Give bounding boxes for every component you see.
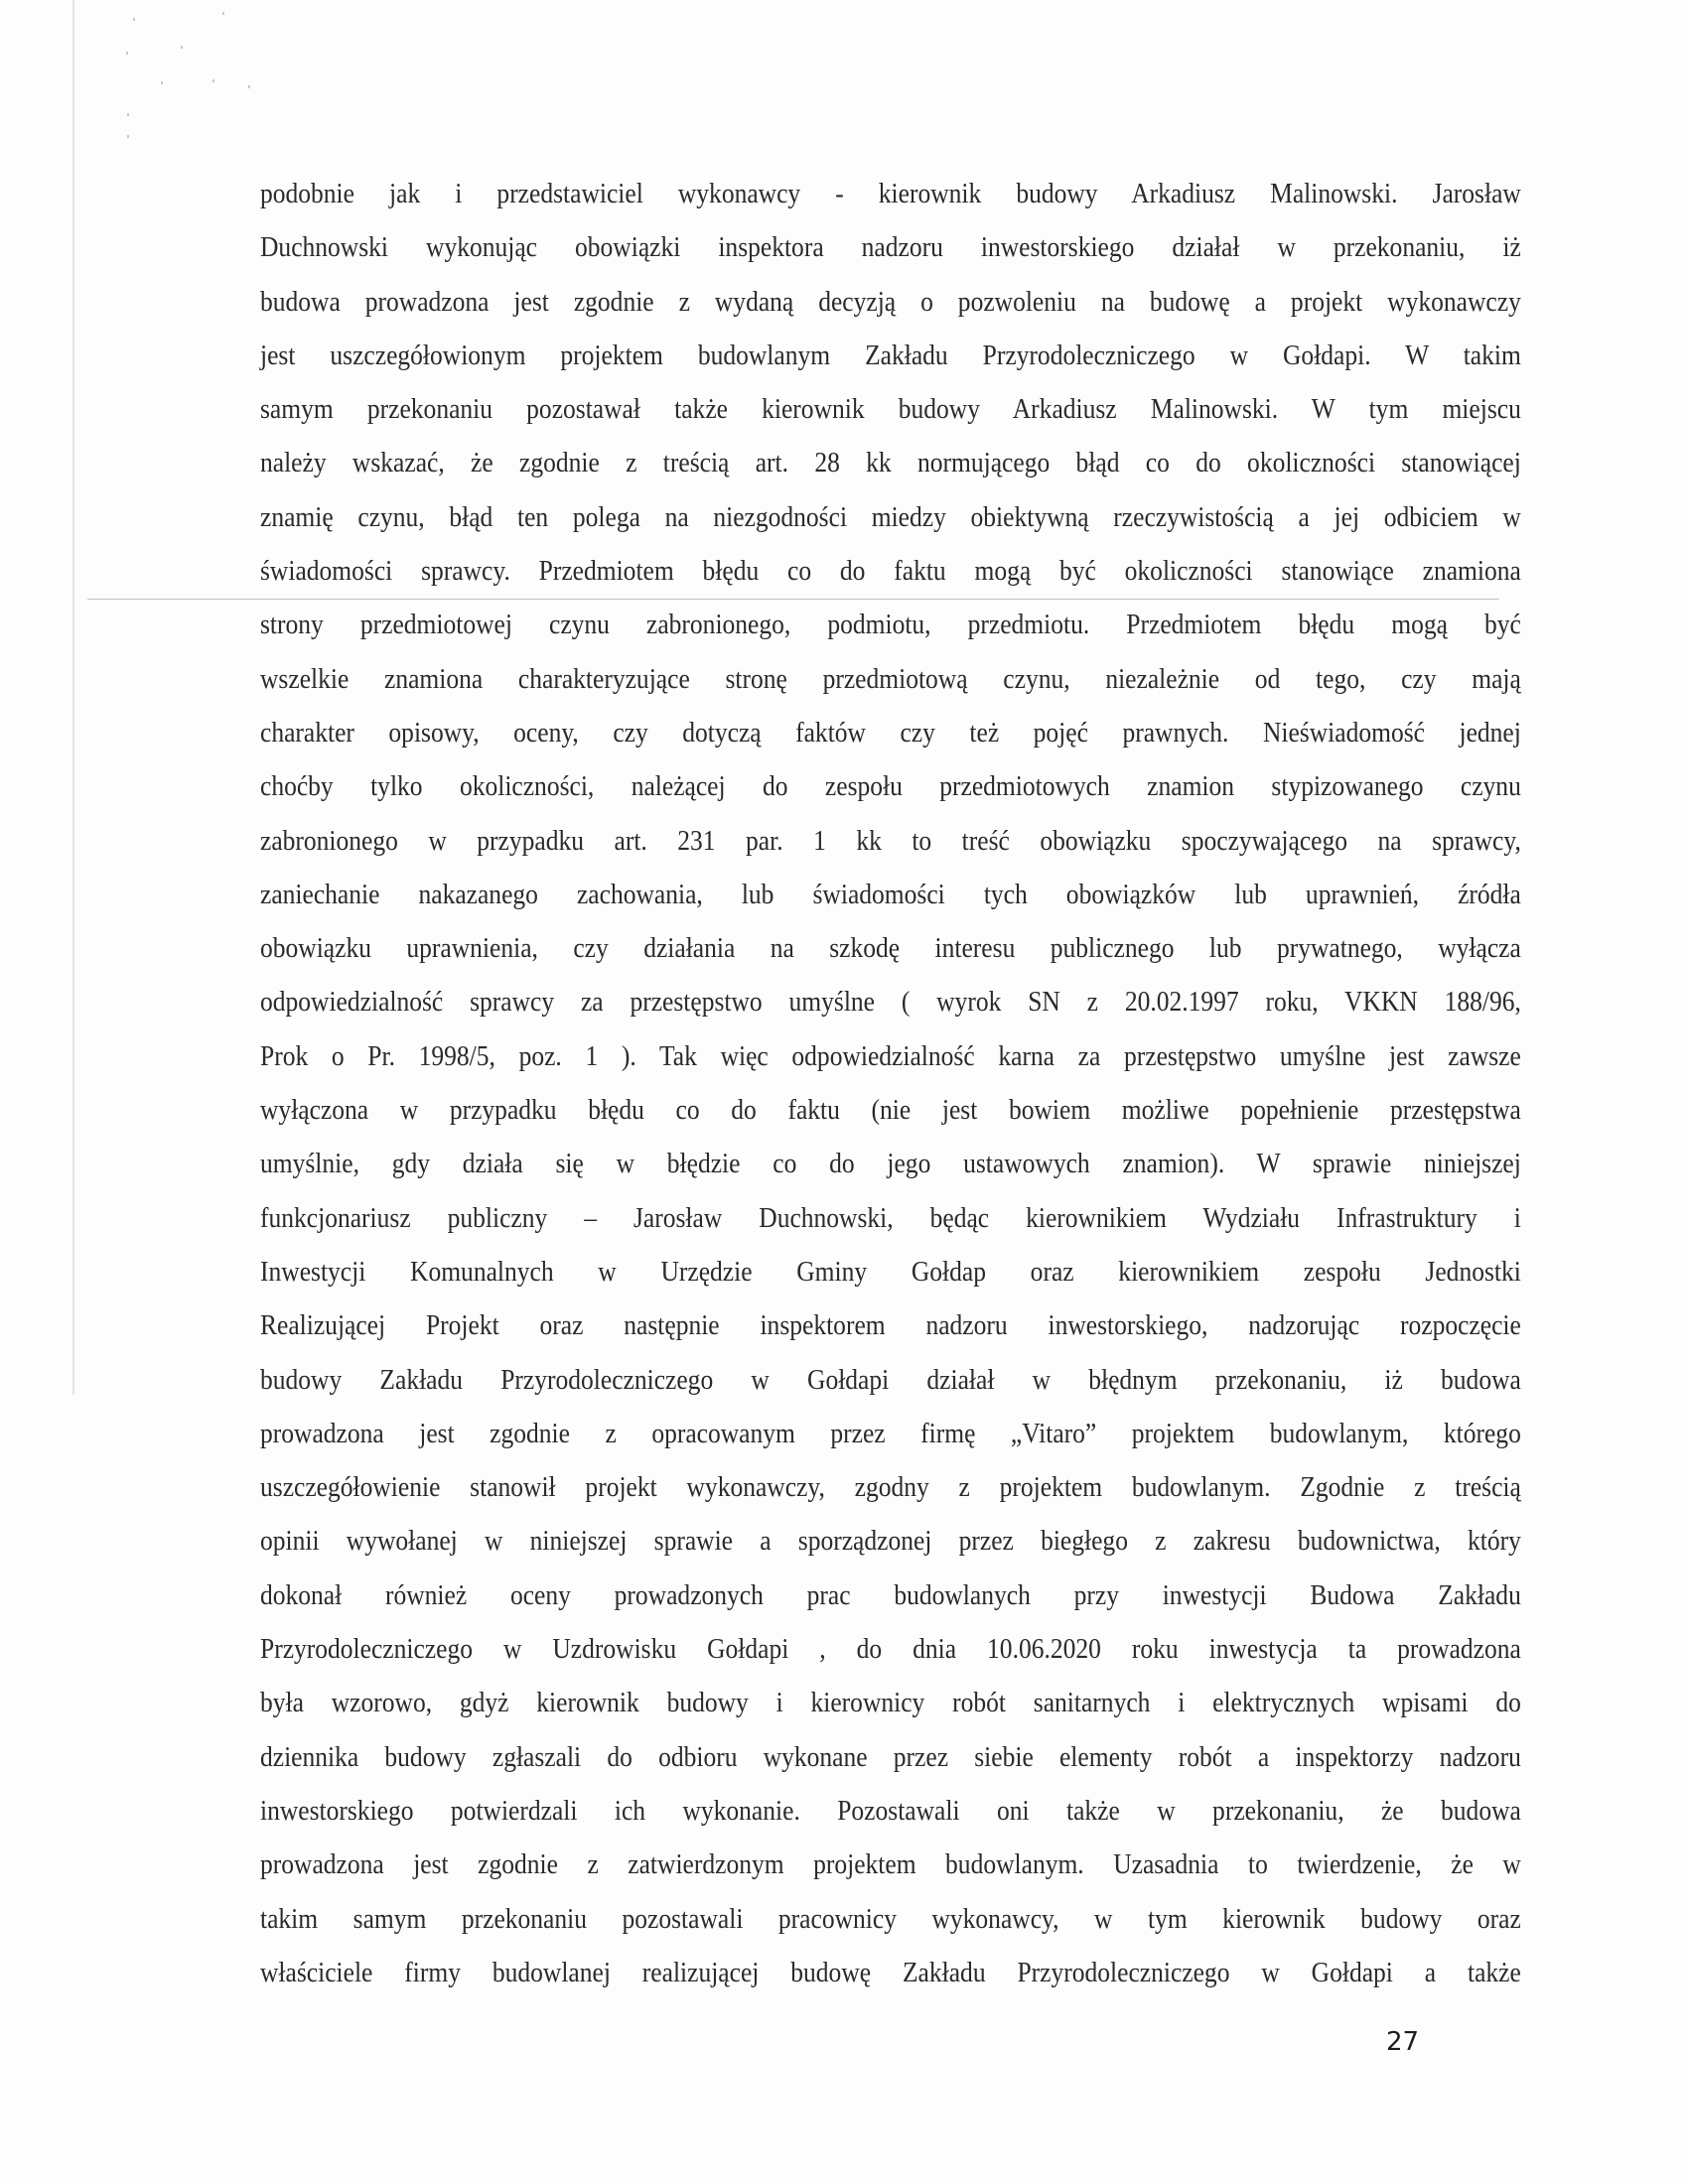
- document-body: [260, 167, 1521, 1999]
- speck: [212, 79, 214, 82]
- text-line: była wzorowo, gdyż kierownik budowy i kierownicy robót sanitarnych i elektrycznych wpisami do: [260, 1687, 1521, 1719]
- text-line: Inwestycji Komunalnych w Urzędzie Gminy Gołdap oraz kierownikiem zespołu Jednostki: [260, 1255, 1521, 1288]
- text-line: inwestorskiego potwierdzali ich wykonanie. Pozostawali oni także w przekonaniu, że budowa: [260, 1794, 1521, 1827]
- text-line: świadomości sprawcy. Przedmiotem błędu co do faktu mogą być okoliczności stanowiące znamiona: [260, 555, 1521, 588]
- text-line: budowy Zakładu Przyrodoleczniczego w Gołdapi działał w błędnym przekonaniu, iż budowa: [260, 1363, 1521, 1396]
- text-line: umyślnie, gdy działa się w błędzie co do jego ustawowych znamion). W sprawie niniejszej: [260, 1148, 1521, 1180]
- text-line: zabronionego w przypadku art. 231 par. 1 kk to treść obowiązku spoczywającego na sprawcy,: [260, 824, 1521, 857]
- text-line: prowadzona jest zgodnie z zatwierdzonym projektem budowlanym. Uzasadnia to twierdzenie, że w: [260, 1848, 1521, 1881]
- text-line: właściciele firmy budowlanej realizującej budowę Zakładu Przyrodoleczniczego w Gołdapi a także: [260, 1956, 1521, 1988]
- scan-specks: [129, 10, 288, 139]
- scan-edge-line: [72, 0, 74, 1395]
- text-line: odpowiedzialność sprawcy za przestępstwo umyślne ( wyrok SN z 20.02.1997 roku, VKKN 188/96,: [260, 986, 1521, 1019]
- text-line: prowadzona jest zgodnie z opracowanym przez firmę „Vitaro” projektem budowlanym, którego: [260, 1417, 1521, 1449]
- text-line: opinii wywołanej w niniejszej sprawie a sporządzonej przez biegłego z zakresu budownictwa, który: [260, 1525, 1521, 1558]
- page-number: 27: [1386, 2027, 1420, 2057]
- text-line: dziennika budowy zgłaszali do odbioru wykonane przez siebie elementy robót a inspektorzy nadzoru: [260, 1740, 1521, 1773]
- text-line: obowiązku uprawnienia, czy działania na szkodę interesu publicznego lub prywatnego, wyłącza: [260, 932, 1521, 965]
- text-line: wyłączona w przypadku błędu co do faktu (nie jest bowiem możliwe popełnienie przestępstwa: [260, 1094, 1521, 1127]
- text-line: zaniechanie nakazanego zachowania, lub świadomości tych obowiązków lub uprawnień, źródła: [260, 878, 1521, 910]
- text-line: jest uszczegółowionym projektem budowlanym Zakładu Przyrodoleczniczego w Gołdapi. W takim: [260, 339, 1521, 371]
- speck: [127, 113, 129, 116]
- text-line: samym przekonaniu pozostawał także kierownik budowy Arkadiusz Malinowski. W tym miejscu: [260, 393, 1521, 426]
- text-line: Przyrodoleczniczego w Uzdrowisku Gołdapi , do dnia 10.06.2020 roku inwestycja ta prowadzona: [260, 1633, 1521, 1666]
- speck: [248, 85, 250, 88]
- speck: [161, 81, 163, 84]
- text-line: Realizującej Projekt oraz następnie inspektorem nadzoru inwestorskiego, nadzorując rozpoczęcie: [260, 1309, 1521, 1342]
- text-line: budowa prowadzona jest zgodnie z wydaną decyzją o pozwoleniu na budowę a projekt wykonawczy: [260, 285, 1521, 318]
- speck: [127, 135, 129, 138]
- text-line: wszelkie znamiona charakteryzujące stronę przedmiotową czynu, niezależnie od tego, czy mają: [260, 662, 1521, 695]
- speck: [181, 46, 183, 49]
- text-line: podobnie jak i przedstawiciel wykonawcy - kierownik budowy Arkadiusz Malinowski. Jarosław: [260, 178, 1521, 209]
- text-line: należy wskazać, że zgodnie z treścią art. 28 kk normującego błąd co do okoliczności stanowiącej: [260, 447, 1521, 479]
- speck: [126, 52, 128, 55]
- speck: [133, 18, 135, 21]
- text-line: choćby tylko okoliczności, należącej do zespołu przedmiotowych znamion stypizowanego czynu: [260, 770, 1521, 803]
- text-line: dokonał również oceny prowadzonych prac budowlanych przy inwestycji Budowa Zakładu: [260, 1578, 1521, 1611]
- text-line: takim samym przekonaniu pozostawali pracownicy wykonawcy, w tym kierownik budowy oraz: [260, 1902, 1521, 1935]
- text-line: znamię czynu, błąd ten polega na niezgodności miedzy obiektywną rzeczywistością a jej odbiciem w: [260, 500, 1521, 533]
- speck: [222, 12, 224, 15]
- text-line: Duchnowski wykonując obowiązki inspektora nadzoru inwestorskiego działał w przekonaniu, iż: [260, 231, 1521, 264]
- text-line: charakter opisowy, oceny, czy dotyczą faktów czy też pojęć prawnych. Nieświadomość jednej: [260, 716, 1521, 749]
- text-line: uszczegółowienie stanowił projekt wykonawczy, zgodny z projektem budowlanym. Zgodnie z treścią: [260, 1471, 1521, 1504]
- text-line: Prok o Pr. 1998/5, poz. 1 ). Tak więc odpowiedzialność karna za przestępstwo umyślne jest zawsze: [260, 1039, 1521, 1072]
- text-line: funkcjonariusz publiczny – Jarosław Duchnowski, będąc kierownikiem Wydziału Infrastruktury i: [260, 1201, 1521, 1234]
- text-line: strony przedmiotowej czynu zabronionego, podmiotu, przedmiotu. Przedmiotem błędu mogą być: [260, 609, 1521, 641]
